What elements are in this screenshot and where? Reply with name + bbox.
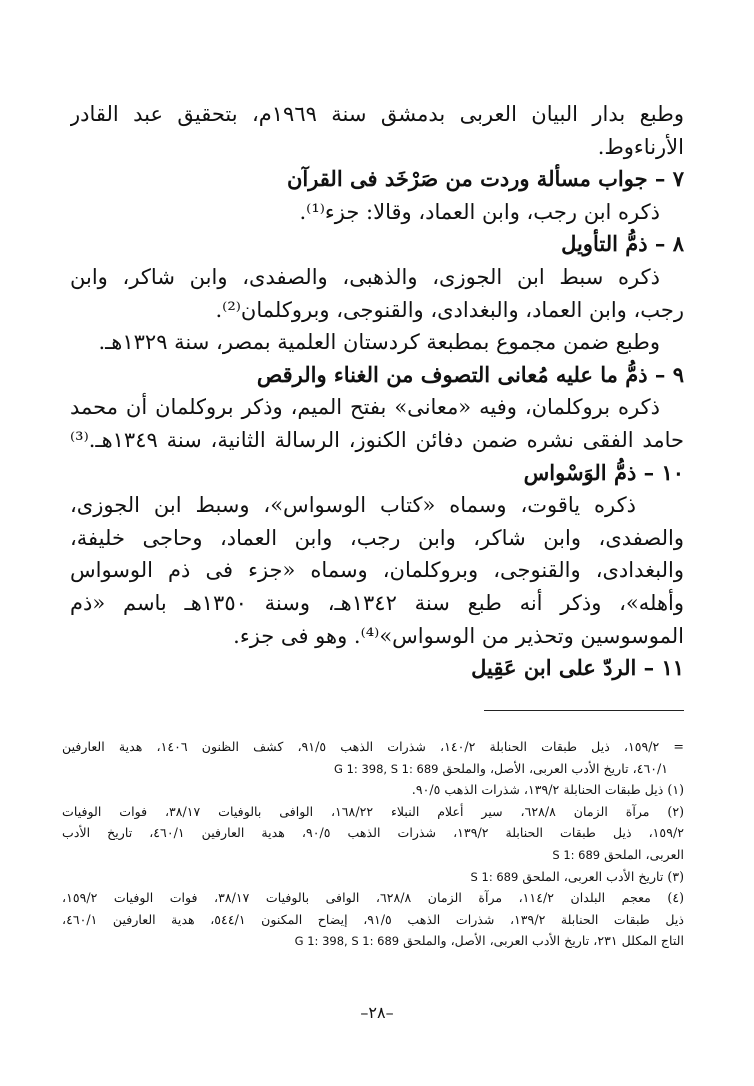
footnote-1: (١) ذيل طبقات الحنابلة ١٣٩/٢، شذرات الذهب ٩٠/٥.: [411, 782, 684, 798]
entry-heading-10: ١٠ – ذمُّ الوَسْواس: [523, 459, 684, 485]
footnote-line: ذيل طبقات الحنابلة ١٣٩/٢، شذرات الذهب ٩١/٥، إيضاح المكنون ٥٤٤/١، هدية العارفين ٤٦٠/١،: [62, 911, 684, 927]
text-line: والصفدى، وابن شاكر، وابن رجب، وابن العماد، وحاجى خليفة،: [70, 525, 684, 550]
text-line: الأرناءوط.: [597, 134, 684, 159]
footnote-4: (٤) معجم البلدان ١١٤/٢، مرآة الزمان ٦٢٨/٨، الوافى بالوفيات ٣٨/١٧، فوات الوفيات ١٥٩/٢،: [62, 890, 684, 906]
footnote-line: ١٥٩/٢، ذيل طبقات الحنابلة ١٣٩/٢، شذرات الذهب ٩٠/٥، هدية العارفين ٤٦٠/١، تاريخ الأدب: [62, 825, 684, 841]
text-line: حامد الفقى نشره ضمن دفائن الكنوز، الرسالة الثانية، سنة ١٣٤٩هـ.⁽³⁾: [70, 427, 684, 452]
footnote-latin-ref: G 1: 398, S 1: 689: [294, 934, 400, 949]
footnote-2: (٢) مرآة الزمان ٦٢٨/٨، سير أعلام النبلاء ١٦٨/٢٢، الوافى بالوفيات ٣٨/١٧، فوات الوفيات: [62, 803, 684, 819]
footnote-text: ٤٦٠/١، تاريخ الأدب العربى، الأصل، والملحق: [442, 760, 668, 776]
text-line: ذكره بروكلمان، وفيه «معانى» بفتح الميم، وذكر بروكلمان أن محمد: [70, 395, 660, 420]
text-line: ذكره سبط ابن الجوزى، والذهبى، والصفدى، وابن شاكر، وابن: [70, 264, 660, 289]
text-line: وطبع بدار البيان العربى بدمشق سنة ١٩٦٩م، بتحقيق عبد القادر: [70, 102, 684, 126]
footnote-divider: [484, 710, 684, 711]
text-line: الموسوسين وتحذير من الوسواس»⁽⁴⁾. وهو فى جزء.: [233, 623, 684, 648]
page-number: –٢٨–: [360, 1003, 394, 1022]
footnote-3: [62, 866, 684, 888]
text-line: ذكره ياقوت، وسماه «كتاب الوسواس»، وسبط ابن الجوزى،: [70, 493, 636, 518]
footnote-latin-ref: G 1: 398, S 1: 689: [334, 761, 439, 776]
text-line: ذكره ابن رجب، وابن العماد، وقالا: جزء⁽¹⁾.: [299, 199, 660, 224]
entry-heading-9: ٩ – ذمُّ ما عليه مُعانى التصوف من الغناء والرقص: [256, 361, 684, 387]
footnote-text: (٣) تاريخ الأدب العربى، الملحق: [522, 868, 684, 884]
text-line: والبغدادى، والقنوجى، وبروكلمان، وسماه «جزء فى ذم الوسواس: [70, 558, 684, 583]
footnote-line: = ١٥٩/٢، ذيل طبقات الحنابلة ١٤٠/٢، شذرات الذهب ٩١/٥، كشف الظنون ١٤٠٦، هدية العارفين: [62, 739, 684, 754]
footnote-line: [62, 758, 684, 780]
footnotes: [62, 736, 684, 952]
footnote-line: [62, 930, 684, 952]
footnote-line: [62, 844, 684, 866]
footnote-latin-ref: S 1: 689: [552, 847, 601, 862]
text-line: رجب، وابن العماد، والبغدادى، والقنوجى، وبروكلمان⁽²⁾.: [215, 297, 684, 322]
footnote-text: العربى، الملحق: [604, 846, 684, 862]
footnote-latin-ref: S 1: 689: [470, 869, 519, 884]
text-line: وأهله»، وذكر أنه طبع سنة ١٣٤٢هـ، وسنة ١٣٥٠هـ باسم «ذم: [70, 590, 684, 615]
main-text: [70, 98, 684, 685]
footnote-text: التاج المكلل ٢٣١، تاريخ الأدب العربى، الأصل، والملحق: [403, 933, 684, 949]
entry-heading-8: ٨ – ذمُّ التأويل: [561, 231, 684, 257]
entry-heading-11: ١١ – الردّ على ابن عَقِيل: [471, 655, 684, 681]
text-line: وطبع ضمن مجموع بمطبعة كردستان العلمية بمصر، سنة ١٣٢٩هـ.: [98, 330, 660, 355]
entry-heading-7: ٧ – جواب مسألة وردت من صَرْخَد فى القرآن: [286, 166, 684, 192]
